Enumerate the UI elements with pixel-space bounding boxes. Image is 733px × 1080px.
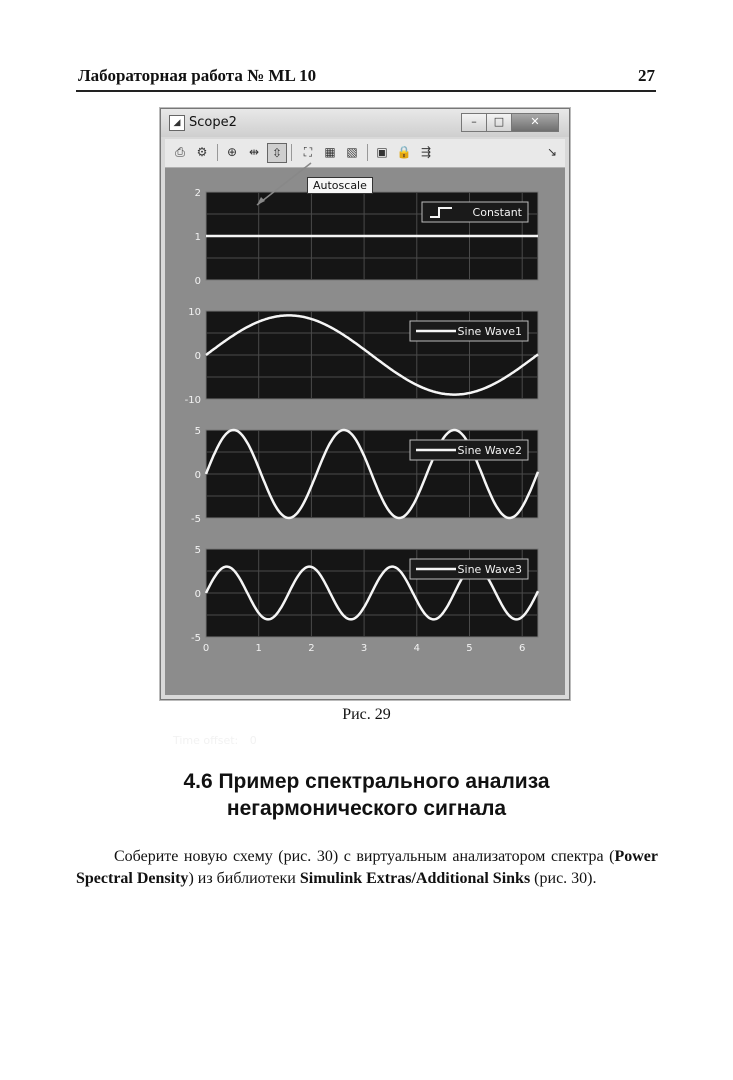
plots-svg	[165, 168, 565, 695]
zoom-in-icon[interactable]: ⊕	[226, 145, 238, 159]
y-tick-label: 5	[194, 545, 201, 556]
header-rule	[76, 90, 656, 92]
lock-icon[interactable]: 🔒	[396, 145, 412, 159]
y-tick-label: 1	[194, 232, 201, 243]
floating-scope-icon[interactable]: ▣	[376, 145, 388, 159]
legend-label: Sine Wave3	[457, 563, 522, 576]
y-tick-label: -10	[184, 395, 201, 406]
close-button[interactable]: ✕	[511, 113, 559, 132]
zoom-x-icon[interactable]: ⇹	[248, 145, 260, 159]
y-tick-label: 5	[194, 426, 201, 437]
section-title	[0, 768, 733, 822]
y-tick-label: 10	[188, 307, 201, 318]
paragraph-bold-2: Simulink Extras/Additional Sinks	[299, 870, 531, 887]
legend-label: Sine Wave2	[457, 444, 522, 457]
legend-label: Constant	[472, 206, 522, 219]
toolbar-separator	[291, 144, 292, 161]
legend-label: Sine Wave1	[457, 325, 522, 338]
toolbar	[165, 139, 565, 168]
body-paragraph	[76, 846, 658, 890]
title-bar[interactable]	[161, 109, 569, 137]
page-number: 27	[638, 66, 655, 85]
print-icon[interactable]: ⎙	[175, 145, 185, 159]
y-tick-label: 0	[194, 470, 201, 481]
expand-icon[interactable]: ↘	[546, 145, 558, 159]
y-tick-label: -5	[191, 514, 201, 525]
zoom-y-icon[interactable]: ⇳	[267, 143, 287, 163]
header-title: Лабораторная работа № ML 10	[78, 66, 317, 85]
x-tick-label: 1	[255, 643, 262, 654]
scope-app-icon: ◢	[169, 115, 185, 131]
settings-icon[interactable]: ⚙	[196, 145, 208, 159]
time-offset	[173, 734, 257, 747]
window-title: Scope2	[189, 115, 237, 130]
section-title-line-1: 4.6 Пример спектрального анализа	[183, 770, 550, 793]
x-tick-label: 0	[202, 643, 210, 654]
maximize-button[interactable]: □	[486, 113, 512, 132]
y-tick-label: 0	[194, 276, 201, 287]
figure-caption: Рис. 29	[342, 706, 391, 723]
restore-axes-icon[interactable]: ▧	[346, 145, 358, 159]
section-title-line-2: негармонического сигнала	[226, 797, 507, 820]
time-offset-value: 0	[249, 734, 257, 747]
x-tick-label: 2	[308, 643, 315, 654]
autoscale-tooltip: Autoscale	[307, 177, 373, 194]
toolbar-separator	[367, 144, 368, 161]
save-axes-icon[interactable]: ▦	[324, 145, 336, 159]
x-tick-label: 3	[360, 643, 368, 654]
paragraph-text-3: (рис. 30).	[530, 870, 597, 887]
paragraph-bold-1: Power Spectral Density	[76, 848, 658, 887]
y-tick-label: -5	[191, 633, 201, 644]
toolbar-separator	[217, 144, 218, 161]
autoscale-icon[interactable]: ⛶	[303, 145, 313, 159]
paragraph-text-1: Соберите новую схему (рис. 30) с виртуальным анализатором спектра (	[114, 848, 615, 865]
y-tick-label: 2	[194, 188, 201, 199]
y-tick-label: 0	[194, 351, 201, 362]
x-tick-label: 6	[519, 643, 526, 654]
x-tick-label: 5	[466, 643, 473, 654]
paragraph-text-2: ) из библиотеки	[188, 870, 300, 887]
time-offset-label: Time offset:	[173, 734, 239, 747]
x-tick-label: 4	[413, 643, 420, 654]
signal-selector-icon[interactable]: ⇶	[420, 145, 432, 159]
y-tick-label: 0	[194, 589, 201, 600]
minimize-button[interactable]: –	[461, 113, 487, 132]
